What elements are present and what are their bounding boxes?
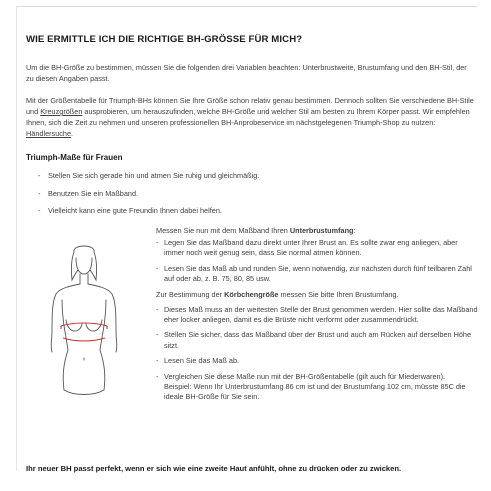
top-divider	[16, 6, 477, 7]
list-item: - Benutzen Sie ein Maßband.	[38, 189, 458, 199]
cup-heading	[156, 290, 478, 300]
underbust-list	[156, 238, 478, 285]
paragraph-text: Mit der Größentabelle für Triumph-BHs können Sie Ihre Größe schon relativ genau bestimmen. Dennoch sollten Sie verschiedene BH-Stile und	[26, 96, 474, 116]
list-item: - Lesen Sie das Maß ab und runden Sie, wenn notwendig, zur nächsten durch fünf teilbaren Zahl auf oder ab, z. B. 75, 80, 85 usw.	[156, 264, 478, 285]
store-finder-link[interactable]: Händlersuche	[26, 129, 72, 138]
list-item: - Stellen Sie sich gerade hin und atmen Sie ruhig und gleichmäßig.	[38, 171, 458, 181]
cup-term: Körbchengröße	[224, 289, 279, 299]
list-item: - Stellen Sie sicher, dass das Maßband über der Brust und auch am Rücken auf derselben Höhe sitzt.	[156, 330, 478, 351]
heading-text: messen Sie bitte Ihren Brustumfang.	[278, 289, 399, 299]
page-title: WIE ERMITTLE ICH DIE RICHTIGE BH-GRÖSSE FÜR MICH?	[26, 34, 303, 45]
section-title: Triumph-Maße für Frauen	[26, 153, 123, 162]
list-item	[156, 372, 478, 403]
list-item: - Vielleicht kann eine gute Freundin Ihnen dabei helfen.	[38, 206, 458, 216]
underbust-term: Unterbrustumfang	[289, 226, 354, 235]
woman-measurement-illustration	[34, 240, 134, 418]
heading-text: Zur Bestimmung der	[156, 289, 225, 299]
intro-paragraph: Um die BH-Größe zu bestimmen, müssen Sie die folgenden drei Variablen beachten: Unterbrustweite, Brustumfang und den BH-Stil, der zu diesen Angaben passt.	[26, 63, 467, 83]
heading-text: :	[353, 226, 356, 235]
measurement-instructions	[156, 226, 478, 404]
preparation-list	[38, 171, 458, 224]
closing-statement: Ihr neuer BH passt perfekt, wenn er sich wie eine zweite Haut anfühlt, ohne zu drücken oder zu zwicken.	[26, 464, 402, 473]
underbust-heading	[156, 226, 478, 236]
paragraph-text: ausprobieren, um herauszufinden, welche BH-Größe und welcher Stil am besten zu Ihrem Körper passt. Wir empfehlen Ihnen, sich die Zeit zu nehmen und unseren professionellen BH-Anprobeservice im nächstgelegenen Triumph-Shop zu nutzen:	[26, 107, 470, 127]
paragraph-text: .	[71, 129, 74, 138]
heading-text: Messen Sie nun mit dem Maßband Ihren	[156, 226, 290, 235]
cross-sizes-link[interactable]: Kreuzgrößen	[40, 107, 83, 116]
list-item: - Dieses Maß muss an der weitesten Stelle der Brust genommen werden. Hier sollte das Maßband eher locker anliegen, damit es die Brüste nicht verformt oder zusammendrückt.	[156, 305, 478, 326]
left-divider	[16, 6, 17, 471]
list-item: - Legen Sie das Maßband dazu direkt unter Ihrer Brust an. Es sollte zwar eng anliegen, aber immer noch weit genug sein, dass Sie normal atmen können.	[156, 238, 478, 259]
list-text: Vergleichen Sie diese Maße nun mit der BH-Größentabelle (gilt auch für Miederwaren).	[164, 371, 446, 381]
size-table-paragraph	[26, 95, 476, 139]
list-item: - Lesen Sie das Maß ab.	[156, 356, 478, 366]
cup-list	[156, 305, 478, 403]
example-text: Beispiel: Wenn Ihr Unterbrustumfang 86 cm ist und der Brustumfang 102 cm, müsste 85C die ideale BH-Größe für Sie sein.	[164, 382, 466, 402]
